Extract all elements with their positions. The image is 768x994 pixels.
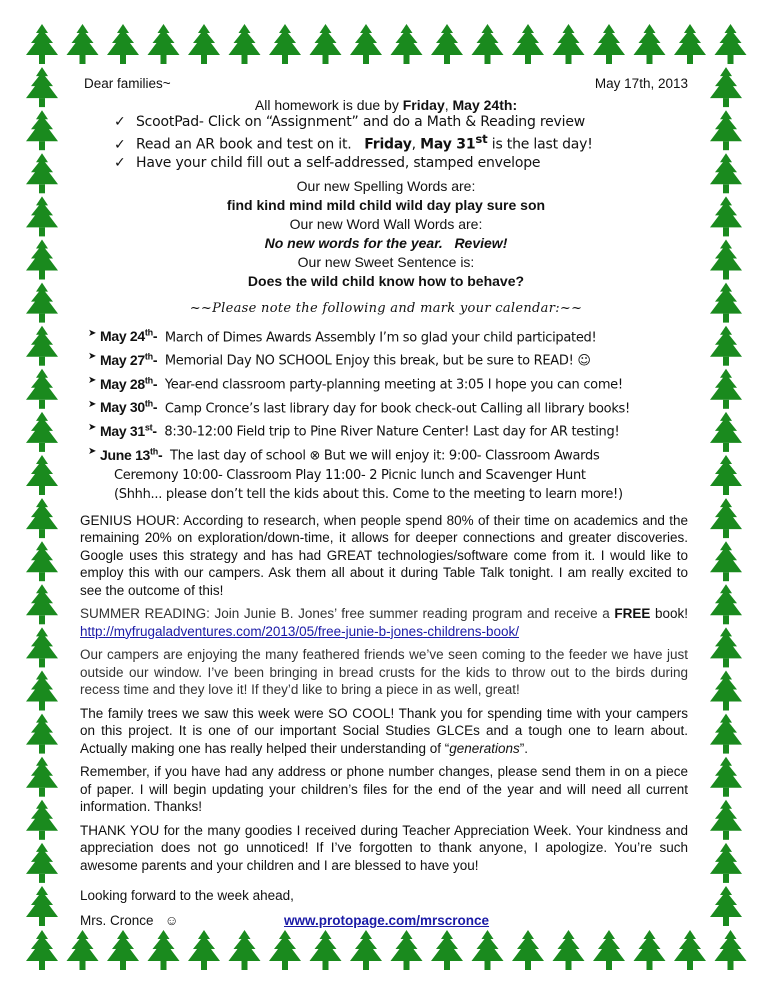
- calendar-date: May 24th-: [100, 327, 158, 345]
- tree-icon: [431, 930, 463, 970]
- tree-icon: [710, 757, 742, 797]
- tree-icon: [148, 24, 180, 64]
- homework-due-day: Friday: [402, 97, 445, 113]
- tree-icon: [26, 240, 58, 280]
- tree-icon: [710, 412, 742, 452]
- tree-icon: [593, 24, 625, 64]
- calendar-date: May 31st-: [100, 422, 157, 439]
- summer-reading-link[interactable]: http://myfrugaladventures.com/2013/05/free-junie-b-jones-childrens-book/: [80, 623, 519, 639]
- tree-icon: [67, 24, 99, 64]
- tree-icon: [553, 24, 585, 64]
- tree-icon: [391, 930, 423, 970]
- signature-row: [80, 913, 688, 928]
- tree-icon: [26, 584, 58, 624]
- calendar-note: ~~Please note the following and mark your calendar:~~: [189, 300, 583, 316]
- tree-icon: [512, 930, 544, 970]
- arrow-bullet-icon: ➤: [88, 374, 97, 386]
- check-icon: ✓: [114, 136, 126, 153]
- calendar-continuation: (Shhh... please don’t tell the kids about this. Come to the meeting to learn more!): [114, 486, 623, 502]
- tree-icon: [710, 671, 742, 711]
- tree-icon: [26, 24, 58, 64]
- genius-hour-paragraph: GENIUS HOUR: According to research, when people spend 80% of their time on academics and the remaining 20% on exploration/down-time, it allows for deeper connections and greater discoveries. Google uses this strategy and has had GREAT technologies/software come from it. I would like to employ this with our campers. Ask them all about it during Table Talk tonight. I am really excited to see the outcome of this!: [80, 512, 688, 598]
- birds-paragraph: Our campers are enjoying the many feathered friends we’ve seen coming to the feeder we have just outside our window. I’ve been bringing in bread crusts for the kids to throw out to the birds during recess time and they love it! If they’d like to bring a piece in as well, great!: [80, 647, 688, 698]
- calendar-text: Memorial Day NO SCHOOL Enjoy this break, but be sure to READ! ☺: [164, 353, 591, 369]
- tree-icon: [310, 24, 342, 64]
- tree-icon: [512, 24, 544, 64]
- greeting: Dear families~: [84, 76, 171, 91]
- tree-icon: [107, 24, 139, 64]
- tree-icon: [26, 110, 58, 150]
- calendar-text: 8:30-12:00 Field trip to Pine River Nature Center! Last day for AR testing!: [164, 424, 620, 440]
- tree-icon: [715, 930, 747, 970]
- calendar-text: March of Dimes Awards Assembly I’m so glad your child participated!: [164, 330, 597, 346]
- tree-icon: [26, 326, 58, 366]
- arrow-bullet-icon: ➤: [88, 445, 97, 457]
- arrow-bullet-icon: ➤: [88, 351, 97, 363]
- tree-icon: [107, 930, 139, 970]
- tree-icon: [710, 196, 742, 236]
- calendar-continuation: Ceremony 10:00- Classroom Play 11:00- 2 Picnic lunch and Scavenger Hunt: [114, 467, 586, 483]
- tree-icon: [674, 930, 706, 970]
- website-link[interactable]: www.protopage.com/mrscronce: [284, 913, 490, 929]
- tree-icon: [26, 541, 58, 581]
- arrow-bullet-icon: ➤: [88, 398, 97, 410]
- check-icon: ✓: [114, 114, 126, 130]
- calendar-date: May 27th-: [100, 351, 158, 368]
- tree-icon: [26, 800, 58, 840]
- tree-icon: [391, 24, 423, 64]
- tree-icon: [26, 714, 58, 754]
- tree-icon: [553, 930, 585, 970]
- homework-item: ✓ Have your child fill out a self-addressed, stamped envelope: [114, 154, 541, 171]
- tree-icon: [26, 671, 58, 711]
- tree-icon: [715, 24, 747, 64]
- tree-icon: [674, 24, 706, 64]
- tree-icon: [148, 930, 180, 970]
- word-wall-label: Our new Word Wall Words are:: [289, 215, 483, 232]
- calendar-item: [88, 418, 688, 442]
- tree-icon: [634, 930, 666, 970]
- tree-icon: [67, 930, 99, 970]
- tree-icon: [710, 498, 742, 538]
- tree-icon: [269, 24, 301, 64]
- tree-icon: [26, 153, 58, 193]
- homework-item: ✓ Read an AR book and test on it. Friday, May 31st is the last day!: [114, 132, 593, 153]
- tree-icon: [710, 584, 742, 624]
- summer-reading-paragraph: SUMMER READING: Join Junie B. Jones’ free summer reading program and receive a FREE book! http://myfrugaladventures.com/2013/05/free-junie-b-jones-childrens-book/: [80, 606, 688, 639]
- tree-icon: [188, 930, 220, 970]
- calendar-date: May 30th-: [100, 398, 158, 416]
- word-wall-list: No new words for the year. Review!: [264, 234, 508, 251]
- tree-icon: [710, 110, 742, 150]
- address-paragraph: Remember, if you have had any address or phone number changes, please send them in on a piece of paper. I will begin updating your children’s files for the end of the year and will need all current information. Thanks!: [80, 764, 688, 815]
- tree-icon: [26, 67, 58, 107]
- tree-icon: [26, 930, 58, 970]
- arrow-bullet-icon: ➤: [88, 327, 97, 339]
- calendar-text: Year-end classroom party-planning meeting at 3:05 I hope you can come!: [164, 377, 623, 393]
- spelling-list: find kind mind mild child wild day play sure son: [226, 196, 546, 213]
- tree-icon: [710, 843, 742, 883]
- tree-icon: [26, 757, 58, 797]
- tree-icon: [710, 369, 742, 409]
- tree-icon: [229, 930, 261, 970]
- calendar-item: [88, 442, 688, 466]
- sweet-sentence: Does the wild child know how to behave?: [247, 272, 525, 289]
- tree-icon: [710, 886, 742, 926]
- family-trees-paragraph: The family trees we saw this week were SO COOL! Thank you for spending time with your campers on this project. It is one of our important Social Studies GLCEs and a tough one to learn about. Actually making one has really helped their understanding of “generations”.: [80, 705, 688, 756]
- tree-icon: [634, 24, 666, 64]
- arrow-bullet-icon: ➤: [88, 422, 97, 434]
- closing-line: Looking forward to the week ahead,: [80, 888, 294, 904]
- spelling-label: Our new Spelling Words are:: [296, 177, 476, 194]
- calendar-text: Camp Cronce’s last library day for book check-out Calling all library books!: [164, 401, 630, 417]
- tree-icon: [26, 498, 58, 538]
- tree-icon: [26, 627, 58, 667]
- calendar-date: May 28th-: [100, 374, 158, 392]
- homework-item: ✓ ScootPad- Click on “Assignment” and do a Math & Reading review: [114, 114, 585, 130]
- tree-icon: [26, 196, 58, 236]
- calendar-item: [88, 395, 688, 419]
- check-icon: ✓: [114, 154, 126, 171]
- tree-icon: [350, 930, 382, 970]
- tree-icon: [472, 930, 504, 970]
- tree-icon: [26, 283, 58, 323]
- newsletter-body: [80, 76, 688, 929]
- calendar-text: The last day of school ⊗ But we will enjoy it: 9:00- Classroom Awards: [170, 448, 600, 464]
- calendar-item: [88, 371, 688, 395]
- tree-icon: [710, 800, 742, 840]
- homework-due-date: May 24th: [452, 97, 513, 113]
- tree-icon: [710, 714, 742, 754]
- tree-icon: [310, 930, 342, 970]
- homework-checklist: [114, 114, 688, 171]
- tree-icon: [350, 24, 382, 64]
- tree-icon: [472, 24, 504, 64]
- sentence-label: Our new Sweet Sentence is:: [297, 253, 475, 270]
- tree-icon: [188, 24, 220, 64]
- calendar-item: [88, 347, 688, 371]
- tree-icon: [229, 24, 261, 64]
- tree-icon: [431, 24, 463, 64]
- calendar-item: [88, 324, 688, 348]
- tree-icon: [710, 240, 742, 280]
- thank-you-paragraph: THANK YOU for the many goodies I received during Teacher Appreciation Week. Your kindness and appreciation does not go unnoticed! If I’ve forgotten to thank anyone, I apologize. You’re such awesome parents and your children and I are blessed to have you!: [80, 822, 688, 873]
- tree-icon: [269, 930, 301, 970]
- tree-icon: [26, 455, 58, 495]
- words-section: [84, 177, 688, 291]
- tree-icon: [593, 930, 625, 970]
- tree-icon: [26, 886, 58, 926]
- tree-icon: [710, 541, 742, 581]
- tree-icon: [710, 67, 742, 107]
- tree-icon: [710, 153, 742, 193]
- homework-title: All homework is due by Friday, May 24th:: [254, 97, 518, 113]
- tree-icon: [710, 627, 742, 667]
- tree-icon: [710, 326, 742, 366]
- tree-icon: [26, 369, 58, 409]
- calendar-date: June 13th-: [100, 445, 163, 463]
- tree-icon: [710, 455, 742, 495]
- tree-icon: [26, 843, 58, 883]
- signature-name: Mrs. Cronce ☺: [80, 913, 179, 929]
- calendar-list: [88, 324, 688, 504]
- tree-icon: [26, 412, 58, 452]
- letter-date: May 17th, 2013: [594, 76, 688, 91]
- letter-header: [84, 76, 688, 91]
- tree-icon: [710, 283, 742, 323]
